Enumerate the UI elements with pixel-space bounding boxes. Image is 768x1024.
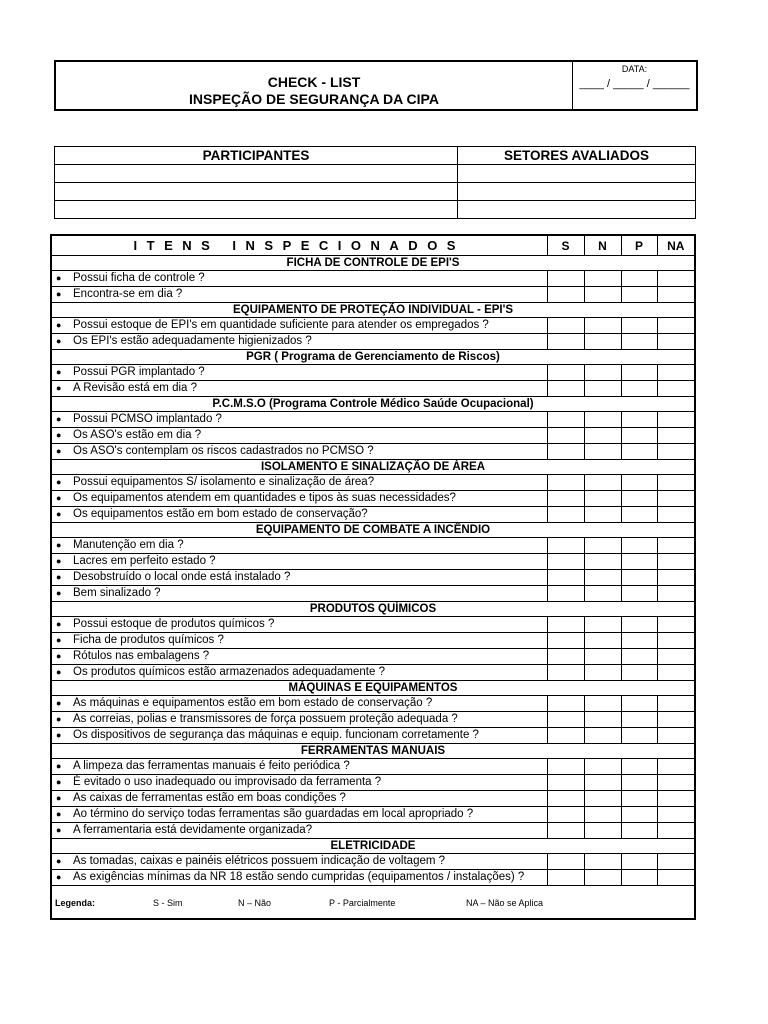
checklist-item xyxy=(51,665,547,681)
answer-cell-p[interactable] xyxy=(621,538,657,554)
answer-cell-s[interactable] xyxy=(547,807,584,823)
section-header: ISOLAMENTO E SINALIZAÇÃO DE ÁREA xyxy=(51,460,695,475)
answer-cell-na[interactable] xyxy=(657,570,695,586)
answer-cell-p[interactable] xyxy=(621,696,657,712)
checklist-item-text: É evitado o uso inadequado ou improvisado da ferramenta ? xyxy=(73,776,382,788)
bullet-icon: ● xyxy=(56,761,62,771)
bullet-icon: ● xyxy=(56,336,62,346)
bullet-icon: ● xyxy=(56,383,62,393)
bullet-icon: ● xyxy=(56,367,62,377)
checklist-item-text: Ao término do serviço todas ferramentas são guardadas em local apropriado ? xyxy=(73,808,474,820)
answer-cell-s[interactable] xyxy=(547,570,584,586)
answer-cell-n[interactable] xyxy=(584,870,621,886)
answer-cell-n[interactable] xyxy=(584,649,621,665)
answer-cell-na[interactable] xyxy=(657,854,695,870)
answer-cell-p[interactable] xyxy=(621,649,657,665)
section-header: FICHA DE CONTROLE DE EPI'S xyxy=(51,256,695,271)
answer-cell-n[interactable] xyxy=(584,554,621,570)
checklist-row xyxy=(51,617,695,633)
answer-cell-na[interactable] xyxy=(657,633,695,649)
answer-cell-na[interactable] xyxy=(657,287,695,303)
answer-cell-s[interactable] xyxy=(547,759,584,775)
checklist-item xyxy=(51,271,547,287)
checklist-row xyxy=(51,570,695,586)
checklist-item xyxy=(51,412,547,428)
checklist-row xyxy=(51,665,695,681)
legend-label: Legenda: xyxy=(55,898,96,908)
checklist-item-text: Os equipamentos estão em bom estado de conservação? xyxy=(73,508,368,520)
checklist-row xyxy=(51,444,695,460)
legend-s: S - Sim xyxy=(153,898,183,908)
checklist-item xyxy=(51,428,547,444)
participant-cell[interactable] xyxy=(55,165,458,183)
checklist-item-text: Ficha de produtos químicos ? xyxy=(73,634,224,646)
sectors-header: SETORES AVALIADOS xyxy=(458,147,696,165)
answer-cell-p[interactable] xyxy=(621,807,657,823)
answer-cell-n[interactable] xyxy=(584,775,621,791)
answer-cell-p[interactable] xyxy=(621,823,657,839)
checklist-item xyxy=(51,712,547,728)
checklist-row xyxy=(51,271,695,287)
answer-cell-p[interactable] xyxy=(621,475,657,491)
date-field[interactable]: ____ / _____ / ______ xyxy=(579,78,690,90)
checklist-item-text: Lacres em perfeito estado ? xyxy=(73,555,216,567)
answer-cell-s[interactable] xyxy=(547,475,584,491)
bullet-icon: ● xyxy=(56,667,62,677)
checklist-item-text: Possui PCMSO implantado ? xyxy=(73,413,222,425)
checklist-item-text: As caixas de ferramentas estão em boas condições ? xyxy=(73,792,346,804)
answer-cell-na[interactable] xyxy=(657,507,695,523)
answer-cell-na[interactable] xyxy=(657,870,695,886)
checklist-row xyxy=(51,870,695,886)
sector-cell[interactable] xyxy=(458,201,696,219)
checklist-item-text: Encontra-se em dia ? xyxy=(73,288,183,300)
checklist-item xyxy=(51,775,547,791)
document-title: CHECK - LIST xyxy=(267,74,361,90)
bullet-icon: ● xyxy=(56,509,62,519)
checklist-row xyxy=(51,759,695,775)
answer-cell-n[interactable] xyxy=(584,759,621,775)
checklist-row xyxy=(51,318,695,334)
date-label: DATA: xyxy=(621,64,648,74)
participants-header: PARTICIPANTES xyxy=(55,147,458,165)
checklist-row xyxy=(51,554,695,570)
bullet-icon: ● xyxy=(56,651,62,661)
legend-na: NA – Não se Aplica xyxy=(466,898,544,908)
answer-cell-s[interactable] xyxy=(547,287,584,303)
checklist-item-text: Possui equipamentos S/ isolamento e sinalização de área? xyxy=(73,476,375,488)
section-header: P.C.M.S.O (Programa Controle Médico Saúde Ocupacional) xyxy=(51,397,695,412)
checklist-item-text: A ferramentaria está devidamente organizada? xyxy=(73,824,313,836)
section-header: FERRAMENTAS MANUAIS xyxy=(51,744,695,759)
answer-cell-p[interactable] xyxy=(621,854,657,870)
answer-cell-p[interactable] xyxy=(621,318,657,334)
answer-cell-na[interactable] xyxy=(657,696,695,712)
checklist-item xyxy=(51,554,547,570)
answer-cell-n[interactable] xyxy=(584,365,621,381)
checklist-item xyxy=(51,617,547,633)
answer-cell-na[interactable] xyxy=(657,318,695,334)
answer-cell-s[interactable] xyxy=(547,870,584,886)
bullet-icon: ● xyxy=(56,320,62,330)
checklist-item-text: A Revisão está em dia ? xyxy=(73,382,198,394)
section-header: EQUIPAMENTO DE PROTEÇÃO INDIVIDUAL - EPI'S xyxy=(51,303,695,318)
bullet-icon: ● xyxy=(56,430,62,440)
checklist-item xyxy=(51,696,547,712)
answer-cell-s[interactable] xyxy=(547,554,584,570)
section-header: PGR ( Programa de Gerenciamento de Riscos) xyxy=(51,350,695,365)
answer-cell-s[interactable] xyxy=(547,617,584,633)
answer-cell-p[interactable] xyxy=(621,428,657,444)
answer-cell-n[interactable] xyxy=(584,823,621,839)
checklist-item xyxy=(51,475,547,491)
answer-cell-na[interactable] xyxy=(657,444,695,460)
answer-cell-s[interactable] xyxy=(547,633,584,649)
answer-cell-n[interactable] xyxy=(584,728,621,744)
bullet-icon: ● xyxy=(56,493,62,503)
col-header-s: S xyxy=(547,235,584,256)
checklist-row xyxy=(51,586,695,602)
answer-cell-s[interactable] xyxy=(547,696,584,712)
checklist-item xyxy=(51,759,547,775)
checklist-item xyxy=(51,633,547,649)
checklist-item-text: Rótulos nas embalagens ? xyxy=(73,650,210,662)
sector-cell[interactable] xyxy=(458,165,696,183)
answer-cell-na[interactable] xyxy=(657,759,695,775)
checklist-row xyxy=(51,649,695,665)
answer-cell-s[interactable] xyxy=(547,823,584,839)
checklist-item-text: Os EPI's estão adequadamente higienizados ? xyxy=(73,335,312,347)
checklist-item-text: As máquinas e equipamentos estão em bom estado de conservação ? xyxy=(73,697,433,709)
checklist-row xyxy=(51,428,695,444)
answer-cell-p[interactable] xyxy=(621,712,657,728)
answer-cell-p[interactable] xyxy=(621,365,657,381)
checklist-row xyxy=(51,287,695,303)
section-header: ELETRICIDADE xyxy=(51,839,695,854)
answer-cell-n[interactable] xyxy=(584,428,621,444)
answer-cell-na[interactable] xyxy=(657,271,695,287)
answer-cell-s[interactable] xyxy=(547,854,584,870)
checklist-item xyxy=(51,823,547,839)
bullet-icon: ● xyxy=(56,872,62,882)
checklist-item-text: As exigências mínimas da NR 18 estão sendo cumpridas (equipamentos / instalações) ? xyxy=(73,871,525,883)
answer-cell-na[interactable] xyxy=(657,617,695,633)
answer-cell-na[interactable] xyxy=(657,712,695,728)
answer-cell-p[interactable] xyxy=(621,507,657,523)
bullet-icon: ● xyxy=(56,477,62,487)
answer-cell-s[interactable] xyxy=(547,491,584,507)
answer-cell-p[interactable] xyxy=(621,271,657,287)
answer-cell-na[interactable] xyxy=(657,728,695,744)
checklist-item-text: Possui estoque de EPI's em quantidade suficiente para atender os empregados ? xyxy=(73,319,489,331)
checklist-row xyxy=(51,381,695,397)
checklist-row xyxy=(51,491,695,507)
checklist-row xyxy=(51,807,695,823)
checklist-item xyxy=(51,287,547,303)
answer-cell-na[interactable] xyxy=(657,554,695,570)
answer-cell-s[interactable] xyxy=(547,538,584,554)
participant-cell[interactable] xyxy=(55,183,458,201)
checklist-item xyxy=(51,538,547,554)
answer-cell-p[interactable] xyxy=(621,554,657,570)
col-header-na: NA xyxy=(657,235,695,256)
bullet-icon: ● xyxy=(56,856,62,866)
checklist-item xyxy=(51,381,547,397)
checklist-item-text: Os ASO's contemplam os riscos cadastrados no PCMSO ? xyxy=(73,445,374,457)
items-table-title: ITENS INSPECIONADOS xyxy=(51,235,547,256)
answer-cell-n[interactable] xyxy=(584,665,621,681)
checklist-row xyxy=(51,854,695,870)
answer-cell-na[interactable] xyxy=(657,334,695,350)
bullet-icon: ● xyxy=(56,714,62,724)
answer-cell-na[interactable] xyxy=(657,665,695,681)
bullet-icon: ● xyxy=(56,698,62,708)
checklist-item xyxy=(51,728,547,744)
checklist-row xyxy=(51,712,695,728)
checklist-item-text: Possui estoque de produtos químicos ? xyxy=(73,618,275,630)
answer-cell-s[interactable] xyxy=(547,318,584,334)
section-header: PRODUTOS QUÍMICOS xyxy=(51,602,695,617)
answer-cell-n[interactable] xyxy=(584,586,621,602)
answer-cell-s[interactable] xyxy=(547,728,584,744)
answer-cell-p[interactable] xyxy=(621,870,657,886)
checklist-item xyxy=(51,791,547,807)
answer-cell-n[interactable] xyxy=(584,381,621,397)
bullet-icon: ● xyxy=(56,825,62,835)
answer-cell-n[interactable] xyxy=(584,807,621,823)
answer-cell-s[interactable] xyxy=(547,712,584,728)
answer-cell-na[interactable] xyxy=(657,649,695,665)
section-header: EQUIPAMENTO DE COMBATE A INCÊNDIO xyxy=(51,523,695,538)
answer-cell-n[interactable] xyxy=(584,287,621,303)
answer-cell-p[interactable] xyxy=(621,444,657,460)
checklist-item-text: Bem sinalizado ? xyxy=(73,587,161,599)
checklist-item-text: Os ASO's estão em dia ? xyxy=(73,429,202,441)
inspection-items-table xyxy=(50,234,696,920)
answer-cell-s[interactable] xyxy=(547,791,584,807)
checklist-item xyxy=(51,870,547,886)
answer-cell-p[interactable] xyxy=(621,287,657,303)
checklist-item xyxy=(51,318,547,334)
answer-cell-s[interactable] xyxy=(547,271,584,287)
checklist-row xyxy=(51,823,695,839)
answer-cell-n[interactable] xyxy=(584,271,621,287)
checklist-row xyxy=(51,791,695,807)
answer-cell-n[interactable] xyxy=(584,854,621,870)
checklist-item xyxy=(51,649,547,665)
bullet-icon: ● xyxy=(56,572,62,582)
bullet-icon: ● xyxy=(56,273,62,283)
answer-cell-s[interactable] xyxy=(547,586,584,602)
answer-cell-p[interactable] xyxy=(621,775,657,791)
bullet-icon: ● xyxy=(56,289,62,299)
bullet-icon: ● xyxy=(56,635,62,645)
checklist-item xyxy=(51,334,547,350)
checklist-item-text: As tomadas, caixas e painéis elétricos possuem indicação de voltagem ? xyxy=(73,855,446,867)
checklist-item-text: Os dispositivos de segurança das máquinas e equip. funcionam corretamente ? xyxy=(73,729,479,741)
checklist-row xyxy=(51,696,695,712)
checklist-row xyxy=(51,412,695,428)
sector-cell[interactable] xyxy=(458,183,696,201)
checklist-row xyxy=(51,475,695,491)
legend-row xyxy=(51,886,695,920)
bullet-icon: ● xyxy=(56,793,62,803)
bullet-icon: ● xyxy=(56,556,62,566)
bullet-icon: ● xyxy=(56,619,62,629)
answer-cell-s[interactable] xyxy=(547,334,584,350)
checklist-row xyxy=(51,633,695,649)
checklist-row xyxy=(51,365,695,381)
answer-cell-p[interactable] xyxy=(621,412,657,428)
answer-cell-p[interactable] xyxy=(621,334,657,350)
answer-cell-p[interactable] xyxy=(621,381,657,397)
answer-cell-n[interactable] xyxy=(584,412,621,428)
answer-cell-na[interactable] xyxy=(657,365,695,381)
answer-cell-na[interactable] xyxy=(657,823,695,839)
answer-cell-na[interactable] xyxy=(657,428,695,444)
checklist-row xyxy=(51,507,695,523)
bullet-icon: ● xyxy=(56,730,62,740)
answer-cell-n[interactable] xyxy=(584,334,621,350)
checklist-item xyxy=(51,570,547,586)
checklist-item-text: A limpeza das ferramentas manuais é feito periódica ? xyxy=(73,760,350,772)
bullet-icon: ● xyxy=(56,540,62,550)
answer-cell-na[interactable] xyxy=(657,475,695,491)
answer-cell-p[interactable] xyxy=(621,633,657,649)
answer-cell-s[interactable] xyxy=(547,507,584,523)
answer-cell-n[interactable] xyxy=(584,617,621,633)
answer-cell-n[interactable] xyxy=(584,318,621,334)
answer-cell-n[interactable] xyxy=(584,507,621,523)
answer-cell-n[interactable] xyxy=(584,570,621,586)
checklist-item xyxy=(51,444,547,460)
answer-cell-na[interactable] xyxy=(657,775,695,791)
answer-cell-s[interactable] xyxy=(547,649,584,665)
checklist-item-text: Possui PGR implantado ? xyxy=(73,366,205,378)
checklist-item-text: Os equipamentos atendem em quantidades e tipos às suas necessidades? xyxy=(73,492,456,504)
answer-cell-s[interactable] xyxy=(547,428,584,444)
section-header: MÁQUINAS E EQUIPAMENTOS xyxy=(51,681,695,696)
answer-cell-na[interactable] xyxy=(657,586,695,602)
answer-cell-s[interactable] xyxy=(547,412,584,428)
answer-cell-na[interactable] xyxy=(657,381,695,397)
bullet-icon: ● xyxy=(56,588,62,598)
checklist-row xyxy=(51,775,695,791)
answer-cell-p[interactable] xyxy=(621,570,657,586)
answer-cell-n[interactable] xyxy=(584,475,621,491)
bullet-icon: ● xyxy=(56,446,62,456)
answer-cell-na[interactable] xyxy=(657,412,695,428)
answer-cell-n[interactable] xyxy=(584,696,621,712)
document-header xyxy=(54,60,698,111)
answer-cell-na[interactable] xyxy=(657,807,695,823)
document-subtitle: INSPEÇÃO DE SEGURANÇA DA CIPA xyxy=(189,91,439,107)
legend-p: P - Parcialmente xyxy=(329,898,396,908)
checklist-item xyxy=(51,586,547,602)
checklist-item xyxy=(51,854,547,870)
participant-cell[interactable] xyxy=(55,201,458,219)
answer-cell-na[interactable] xyxy=(657,538,695,554)
date-block xyxy=(573,62,696,109)
checklist-item xyxy=(51,507,547,523)
answer-cell-s[interactable] xyxy=(547,381,584,397)
participants-table xyxy=(54,146,696,219)
answer-cell-na[interactable] xyxy=(657,791,695,807)
answer-cell-s[interactable] xyxy=(547,444,584,460)
checklist-row xyxy=(51,538,695,554)
answer-cell-p[interactable] xyxy=(621,665,657,681)
answer-cell-n[interactable] xyxy=(584,491,621,507)
answer-cell-p[interactable] xyxy=(621,617,657,633)
answer-cell-p[interactable] xyxy=(621,791,657,807)
answer-cell-p[interactable] xyxy=(621,491,657,507)
bullet-icon: ● xyxy=(56,777,62,787)
bullet-icon: ● xyxy=(56,414,62,424)
checklist-item-text: Possui ficha de controle ? xyxy=(73,272,205,284)
col-header-n: N xyxy=(584,235,621,256)
answer-cell-p[interactable] xyxy=(621,728,657,744)
bullet-icon: ● xyxy=(56,809,62,819)
answer-cell-n[interactable] xyxy=(584,444,621,460)
answer-cell-n[interactable] xyxy=(584,712,621,728)
checklist-item xyxy=(51,491,547,507)
checklist-item-text: Manutenção em dia ? xyxy=(73,539,184,551)
answer-cell-na[interactable] xyxy=(657,491,695,507)
answer-cell-s[interactable] xyxy=(547,775,584,791)
checklist-item-text: Os produtos químicos estão armazenados adequadamente ? xyxy=(73,666,385,678)
checklist-item xyxy=(51,807,547,823)
checklist-row xyxy=(51,728,695,744)
legend-n: N – Não xyxy=(238,898,272,908)
answer-cell-p[interactable] xyxy=(621,586,657,602)
checklist-row xyxy=(51,334,695,350)
answer-cell-p[interactable] xyxy=(621,759,657,775)
checklist-item-text: Desobstruído o local onde está instalado ? xyxy=(73,571,291,583)
checklist-item-text: As correias, polias e transmissores de força possuem proteção adequada ? xyxy=(73,713,458,725)
answer-cell-n[interactable] xyxy=(584,633,621,649)
answer-cell-s[interactable] xyxy=(547,665,584,681)
answer-cell-n[interactable] xyxy=(584,791,621,807)
answer-cell-n[interactable] xyxy=(584,538,621,554)
checklist-item xyxy=(51,365,547,381)
title-block xyxy=(56,62,573,109)
col-header-p: P xyxy=(621,235,657,256)
answer-cell-s[interactable] xyxy=(547,365,584,381)
